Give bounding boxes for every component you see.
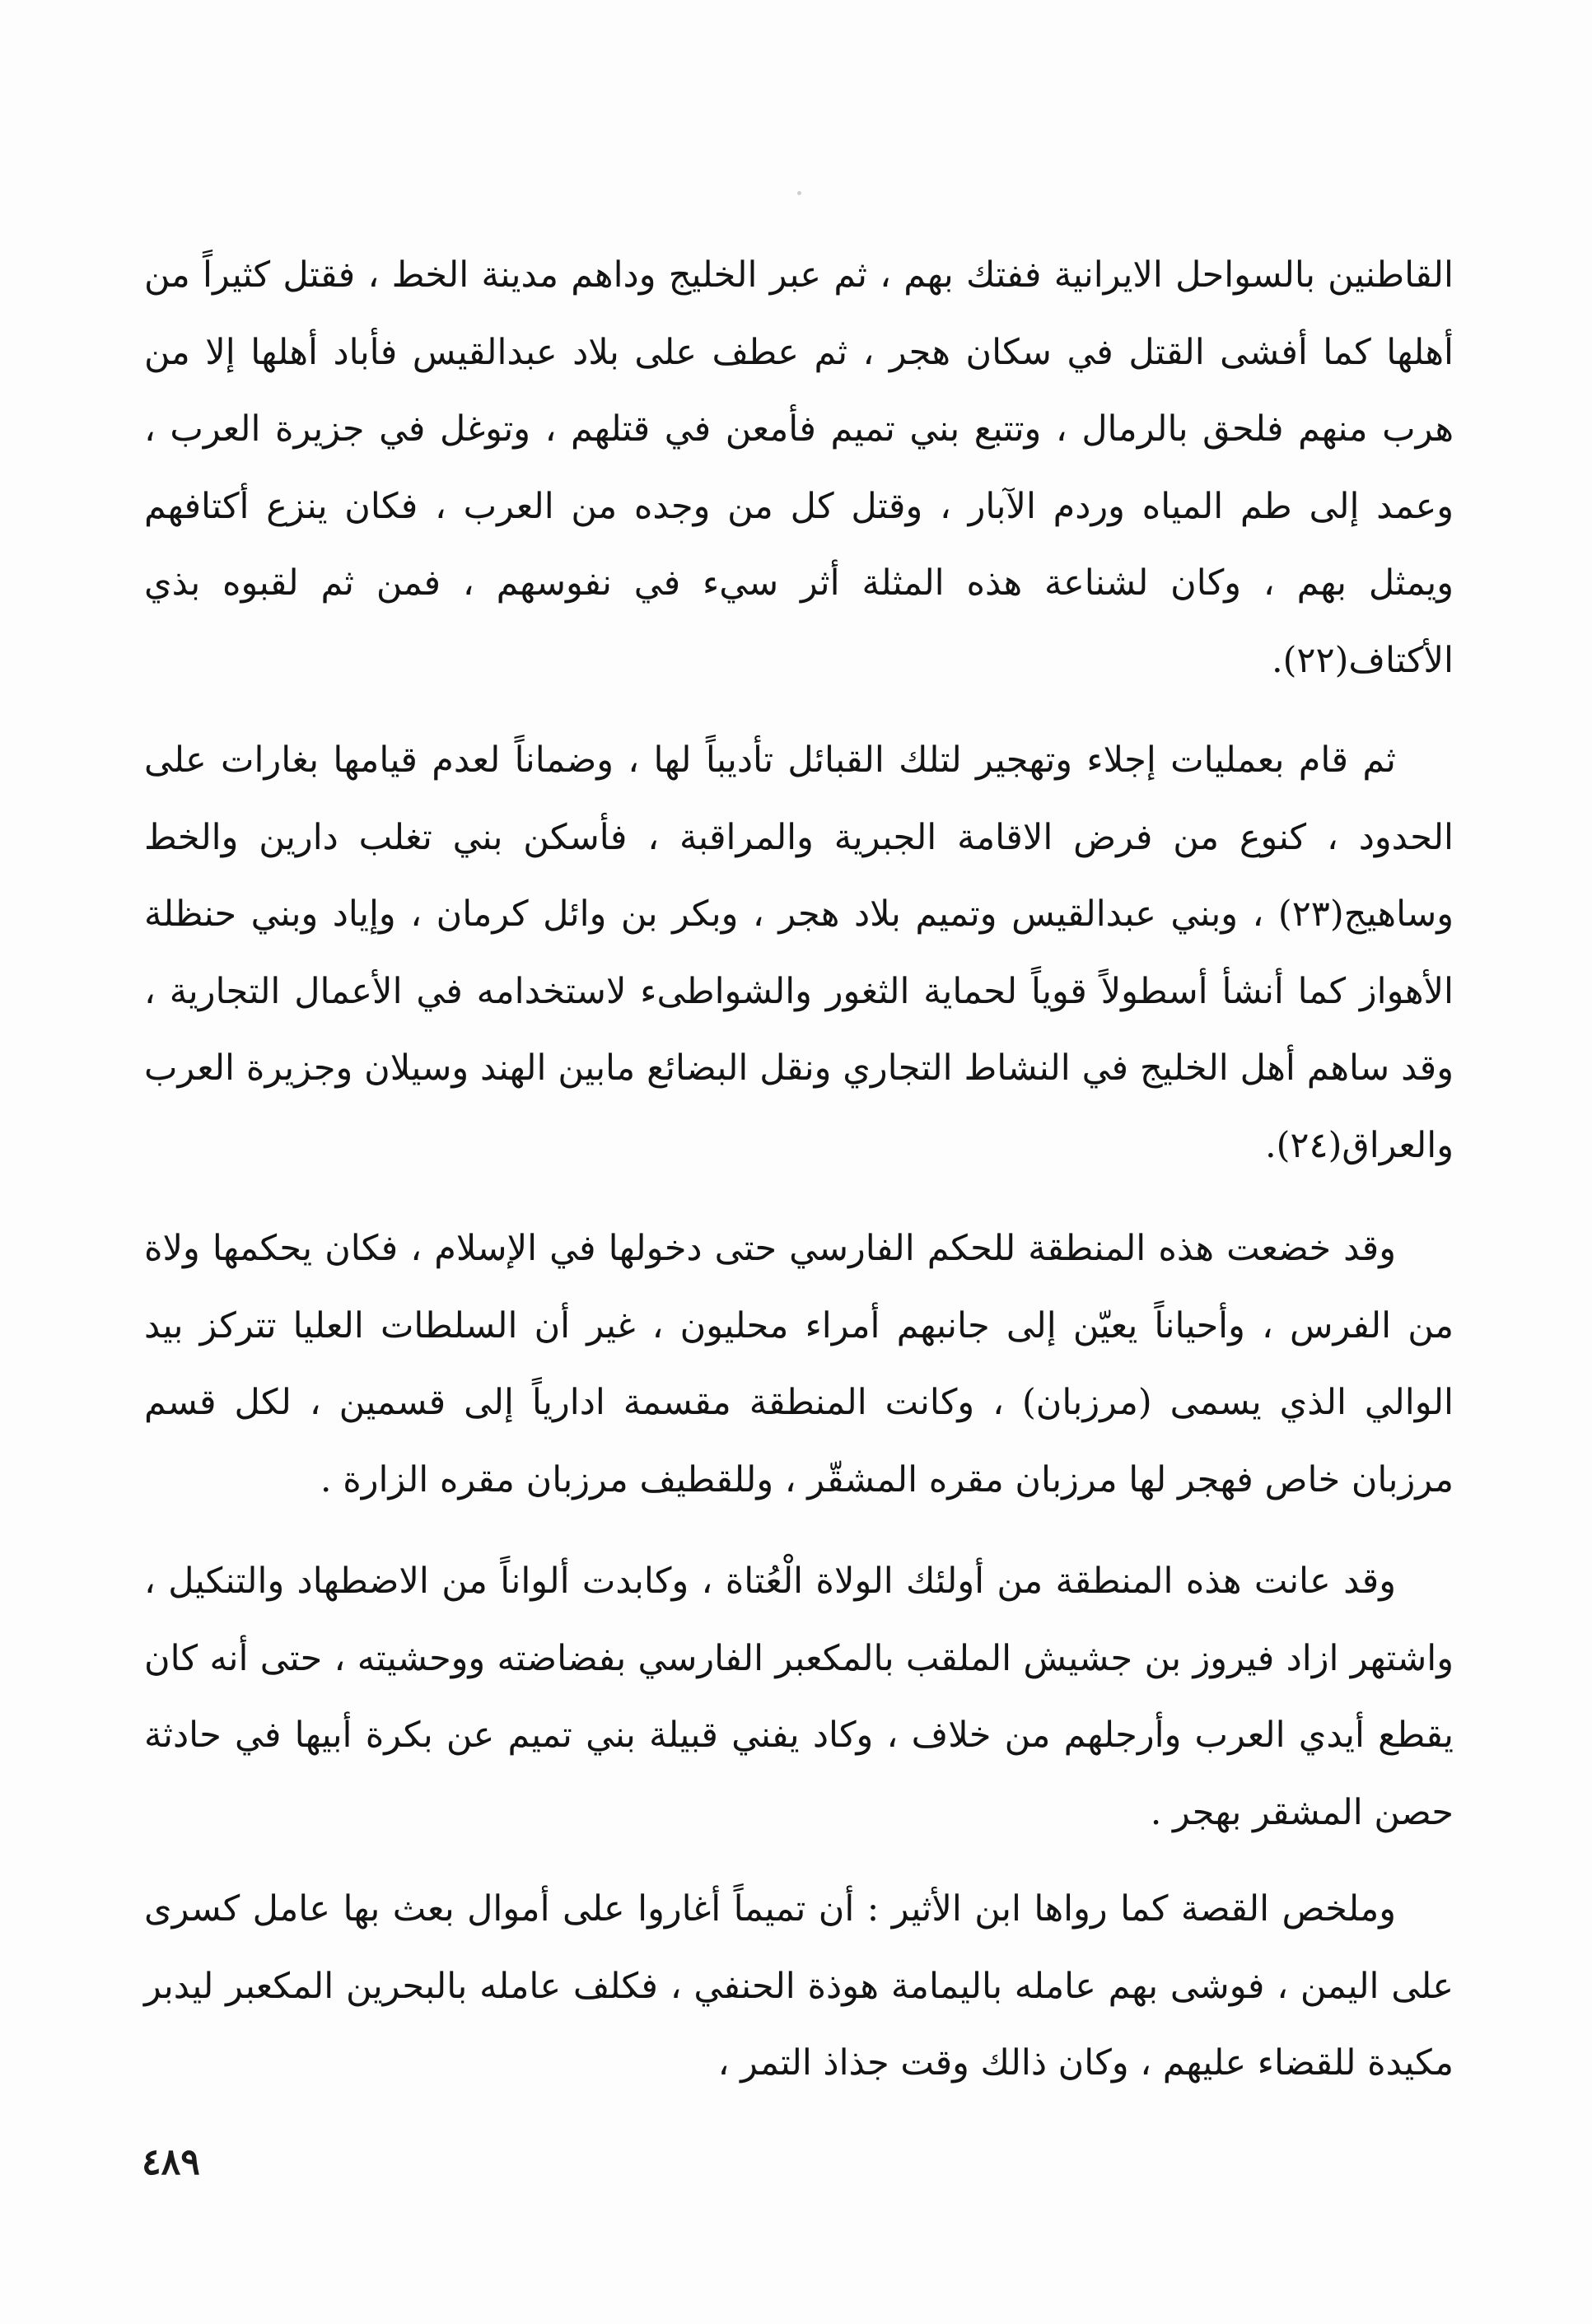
scan-speck [797,191,801,195]
paragraph-5: وملخص القصة كما رواها ابن الأثير : أن تميماً أغاروا على أموال بعث بها عامل كسرى على اليمن ، فوشى بهم عامله باليمامة هوذة الحنفي ، فكلف عامله بالبحرين المكعبر ليدبر مكيدة للقضاء عليهم ، وكان ذالك وقت جذاذ التمر ، [144,1888,1454,2084]
page-number: ٤٨٩ [142,2141,200,2183]
body-text [144,237,1454,2102]
paragraph-2: ثم قام بعمليات إجلاء وتهجير لتلك القبائل تأديباً لها ، وضماناً لعدم قيامها بغارات على الحدود ، كنوع من فرض الاقامة الجبرية والمراقبة ، فأسكن بني تغلب دارين والخط وساهيج(٢٣) ، وبني عبدالقيس وتميم بلاد هجر ، وبكر بن وائل كرمان ، وإياد وبني حنظلة الأهواز كما أنشأ أسطولاً قوياً لحماية الثغور والشواطىء لاستخدامه في الأعمال التجارية ، وقد ساهم أهل الخليج في النشاط التجاري ونقل البضائع مابين الهند وسيلان وجزيرة العرب والعراق(٢٤). [144,740,1454,1166]
paragraph-1: القاطنين بالسواحل الايرانية ففتك بهم ، ثم عبر الخليج وداهم مدينة الخط ، فقتل كثيراً من أهلها كما أفشى القتل في سكان هجر ، ثم عطف على بلاد عبدالقيس فأباد أهلها إلا من هرب منهم فلحق بالرمال ، وتتبع بني تميم فأمعن في قتلهم ، وتوغل في جزيرة العرب ، وعمد إلى طم المياه وردم الآبار ، وقتل كل من وجده من العرب ، فكان ينزع أكتافهم ويمثل بهم ، وكان لشناعة هذه المثلة أثر سيء في نفوسهم ، فمن ثم لقبوه بذي الأكتاف(٢٢). [144,254,1454,681]
paragraph-4: وقد عانت هذه المنطقة من أولئك الولاة الْعُتاة ، وكابدت ألواناً من الاضطهاد والتنكيل ، واشتهر ازاد فيروز بن جشيش الملقب بالمكعبر الفارسي بفضاضته ووحشيته ، حتى أنه كان يقطع أيدي العرب وأرجلهم من خلاف ، وكاد يفني قبيلة بني تميم عن بكرة أبيها في حادثة حصن المشقر بهجر . [144,1561,1454,1833]
paragraph-3: وقد خضعت هذه المنطقة للحكم الفارسي حتى دخولها في الإسلام ، فكان يحكمها ولاة من الفرس ، وأحياناً يعيّن إلى جانبهم أمراء محليون ، غير أن السلطات العليا تتركز بيد الوالي الذي يسمى (مرزبان) ، وكانت المنطقة مقسمة ادارياً إلى قسمين ، لكل قسم مرزبان خاص فهجر لها مرزبان مقره المشقّر ، وللقطيف مرزبان مقره الزارة . [144,1228,1454,1500]
